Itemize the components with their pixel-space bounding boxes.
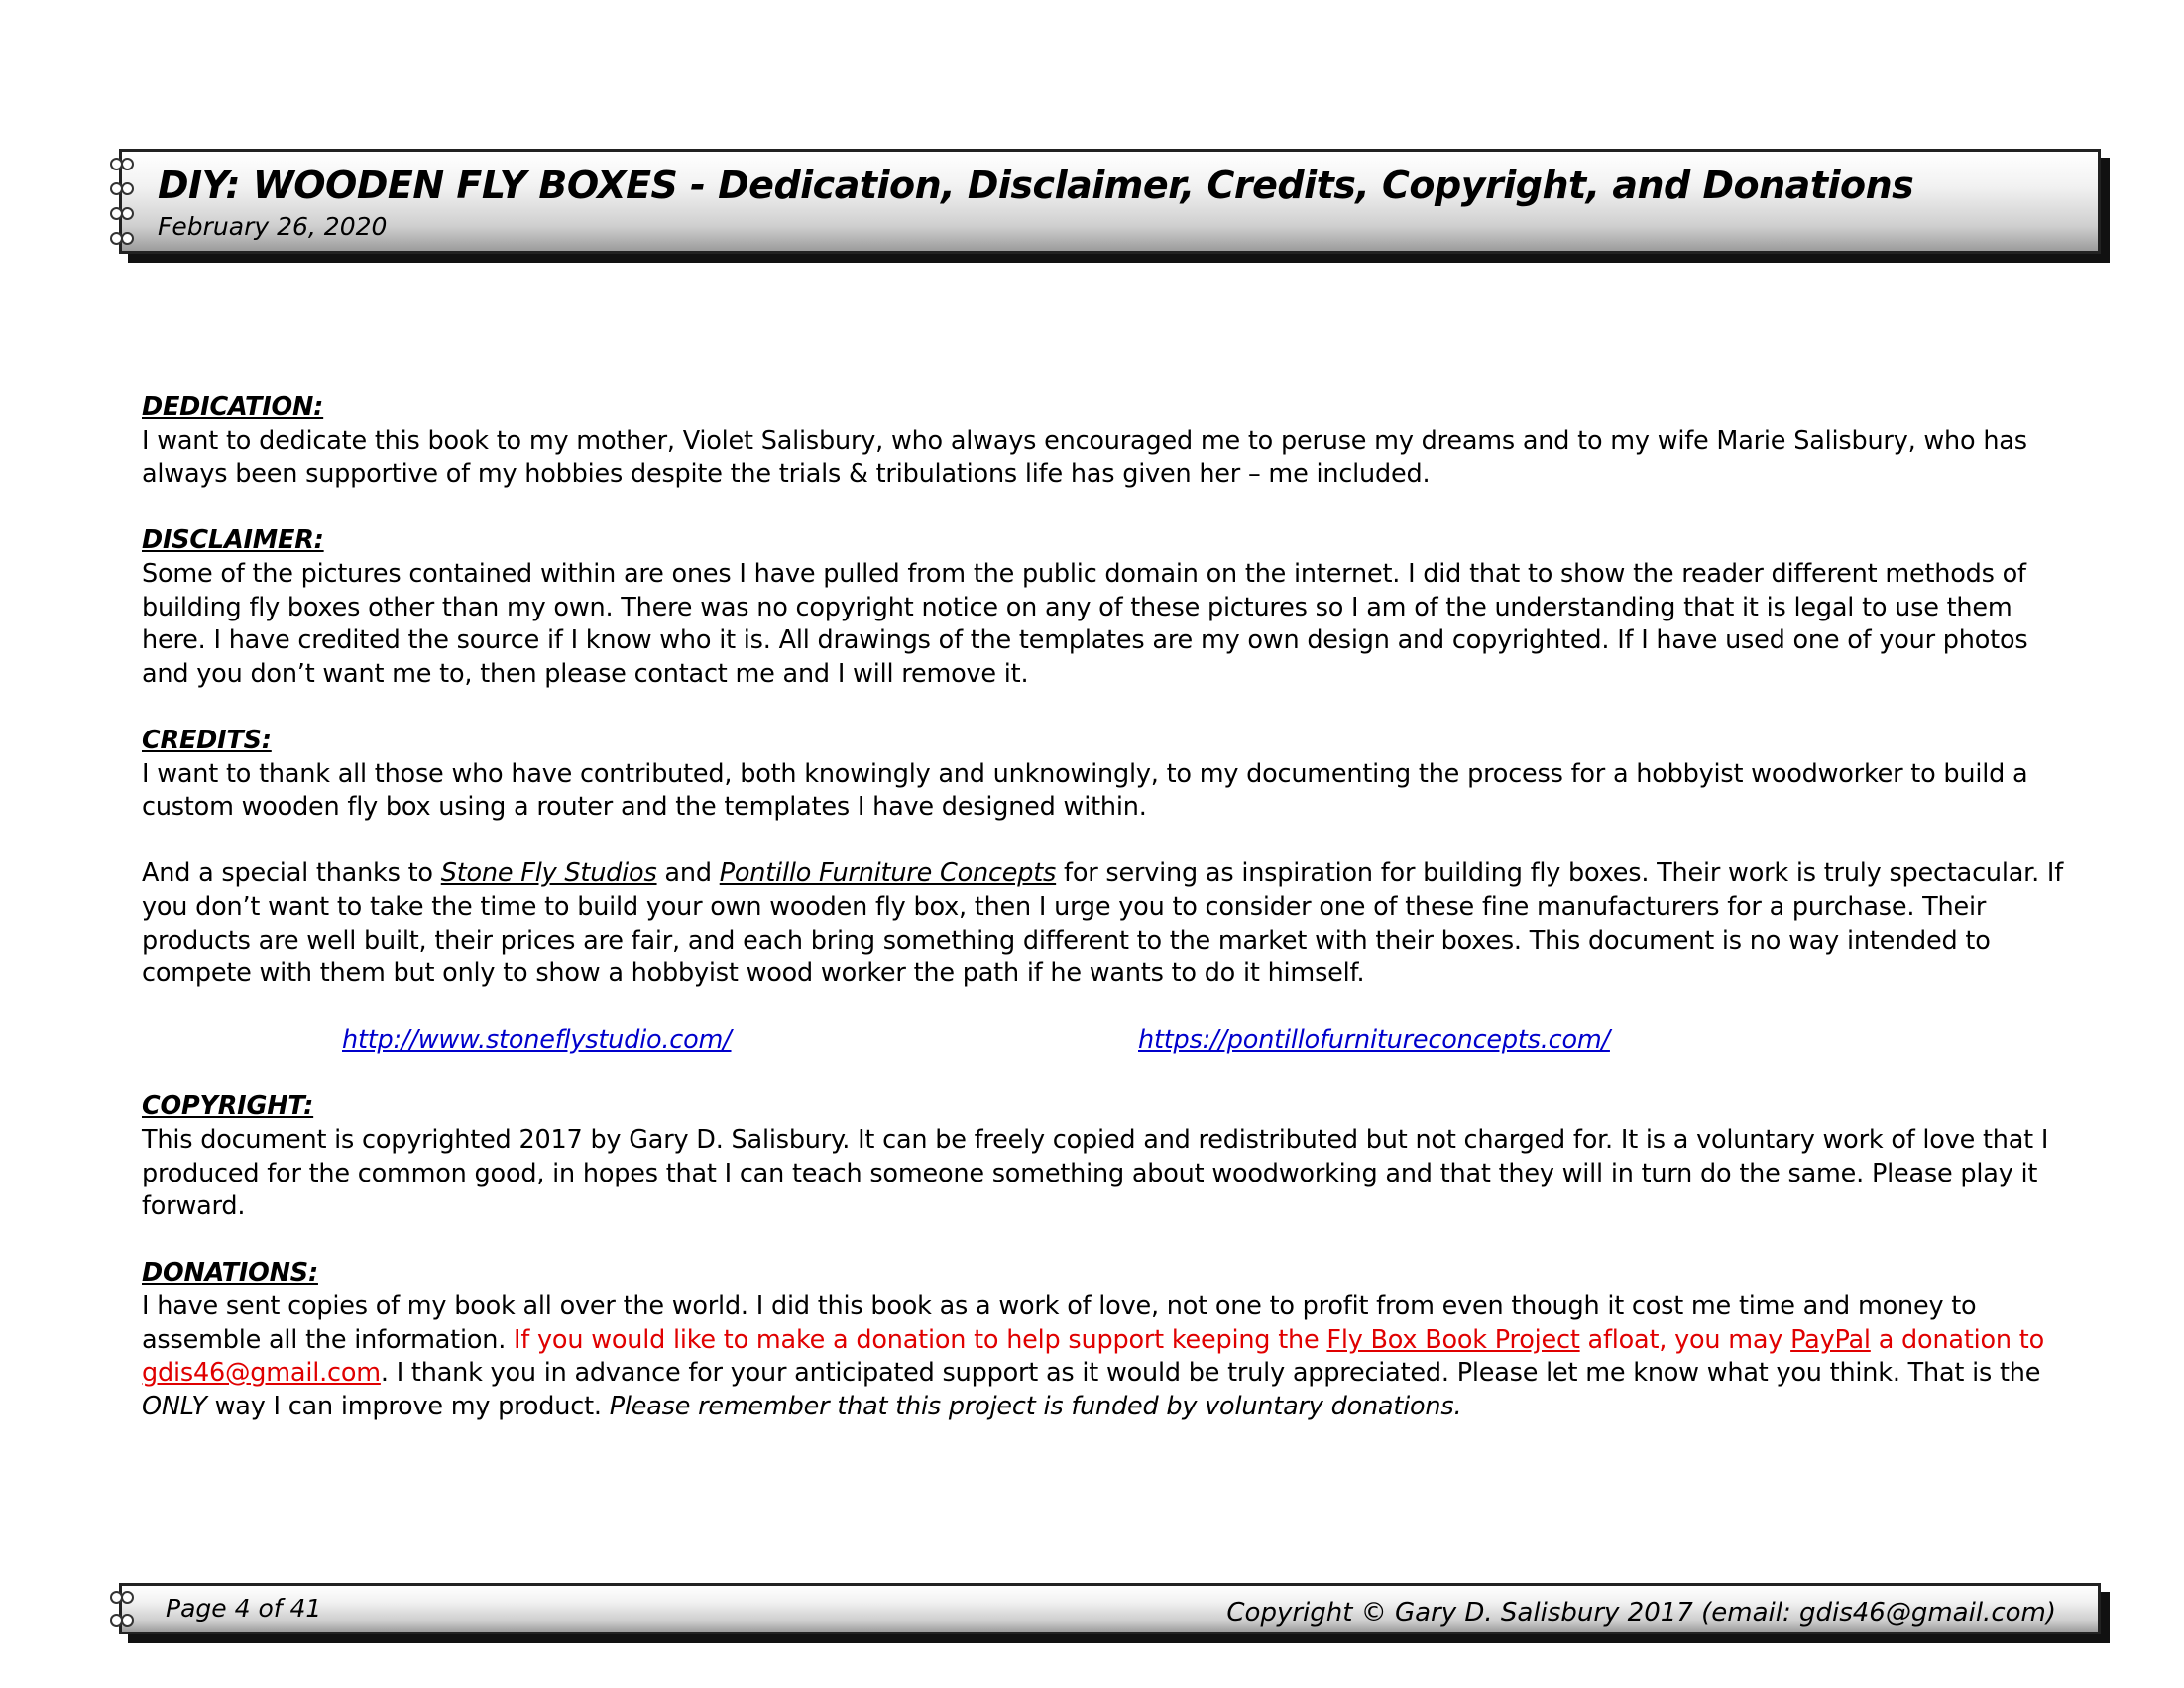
copyright-heading: COPYRIGHT: bbox=[142, 1091, 314, 1122]
disclaimer-text: Some of the pictures contained within are ones I have pulled from the public domain on the internet. I did that to show the reader different methods of building fly boxes other than my own. There was no copyright notice on any of these pictures so I am of the understanding that it is legal to use them here. I have credited the source if I know who it is. All drawings of the templates are my own design and copyrighted. If I have used one of your photos and you don’t want me to, then please contact me and I will remove it. bbox=[142, 558, 2028, 689]
paypal-link[interactable]: PayPal bbox=[1790, 1324, 1871, 1355]
special-thanks-paragraph: And a special thanks to Stone Fly Studios and Pontillo Furniture Concepts for serving as inspiration for building fly boxes. Their work is truly spectacular. If you don’t want to take the time to build your own wooden fly box, then I urge you to consider one of these fine manufacturers for a purchase. Their products are well built, their prices are fair, and each bring something different to the market with their boxes. This document is no way intended to compete with them but only to show a hobbyist wood worker the path if he wants to do it himself. bbox=[142, 858, 2064, 989]
email-link[interactable]: gdis46@gmail.com bbox=[142, 1358, 381, 1389]
donations-text: I have sent copies of my book all over the world. I did this book as a work of love, not one to profit from even though it cost me time and money to assemble all the information. If you would like to make a donation to help support keeping the Fly Box Book Project afloat, you may PayPal a donation to gdis46@gmail.com. I thank you in advance for your anticipated support as it would be truly appreciated. Please let me know what you think. That is the ONLY way I can improve my product. Please remember that this project is funded by voluntary donations. bbox=[142, 1292, 2044, 1421]
dedication-heading: DEDICATION: bbox=[142, 393, 324, 422]
footer-copyright: Copyright © Gary D. Salisbury 2017 (email: gdis46@gmail.com) bbox=[1226, 1598, 2056, 1628]
document-title: DIY: WOODEN FLY BOXES - Dedication, Disclaimer, Credits, Copyright, and Donations bbox=[158, 164, 1914, 207]
disclaimer-heading: DISCLAIMER: bbox=[142, 525, 324, 556]
page-number: Page 4 of 41 bbox=[166, 1594, 322, 1623]
stone-fly-studios-link[interactable]: Stone Fly Studios bbox=[440, 858, 657, 889]
url-row bbox=[142, 1024, 2070, 1058]
binder-rings-icon bbox=[108, 152, 136, 251]
dedication-text: I want to dedicate this book to my mother, Violet Salisbury, who always encouraged me to peruse my dreams and to my wife Marie Salisbury, who has always been supportive of my hobbies despite the trials & tribulations life has given her – me included. bbox=[142, 425, 2027, 490]
fly-box-book-project-link[interactable]: Fly Box Book Project bbox=[1326, 1324, 1580, 1355]
copyright-text: This document is copyrighted 2017 by Gary D. Salisbury. It can be freely copied and redistributed but not charged for. It is a voluntary work of love that I produced for the common good, in hopes that I can teach someone something about woodworking and that they will in turn do the same. Please play it forward. bbox=[142, 1125, 2049, 1222]
credits-text: I want to thank all those who have contributed, both knowingly and unknowingly, to my documenting the process for a hobbyist woodworker to build a custom wooden fly box using a router and the templates I have designed within. bbox=[142, 758, 2028, 823]
binder-rings-icon bbox=[108, 1586, 136, 1632]
document-body bbox=[142, 392, 2070, 1423]
footer-banner bbox=[119, 1583, 2101, 1634]
donations-heading: DONATIONS: bbox=[142, 1258, 318, 1289]
credits-heading: CREDITS: bbox=[142, 725, 272, 755]
document-date: February 26, 2020 bbox=[158, 212, 388, 241]
stoneflystudio-url-link[interactable]: http://www.stoneflystudio.com/ bbox=[342, 1025, 732, 1056]
header-banner bbox=[119, 149, 2101, 254]
donations-closing: Please remember that this project is funded by voluntary donations. bbox=[609, 1391, 1462, 1421]
pontillo-url-link[interactable]: https://pontillofurnitureconcepts.com/ bbox=[1138, 1025, 1610, 1056]
pontillo-furniture-link[interactable]: Pontillo Furniture Concepts bbox=[719, 858, 1057, 889]
